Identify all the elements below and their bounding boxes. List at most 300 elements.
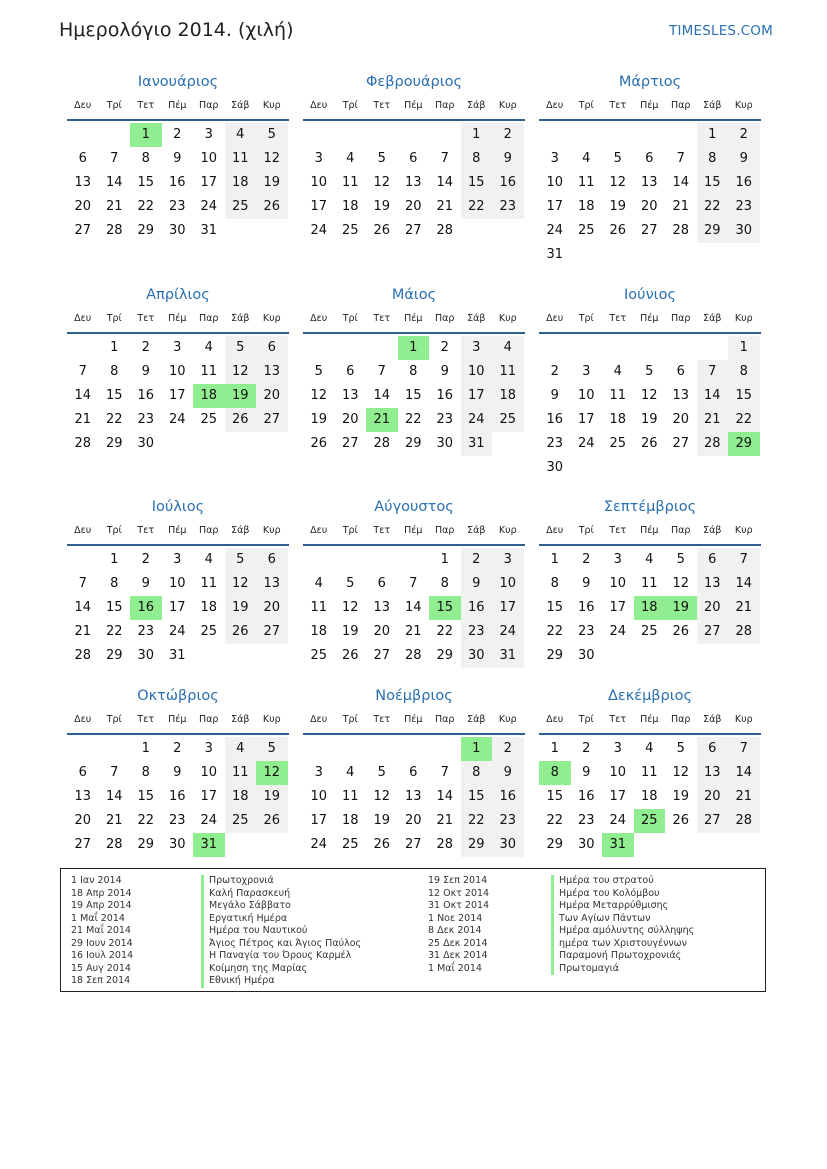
day-cell: 7 bbox=[697, 360, 729, 384]
weekday-label: Παρ bbox=[435, 99, 455, 111]
day-cell: 19 bbox=[373, 199, 391, 214]
day-cell: 20 bbox=[672, 412, 690, 427]
day-cell: 10 bbox=[310, 175, 328, 190]
day-cell: 28 bbox=[728, 620, 760, 644]
day-cell: 3 bbox=[204, 741, 213, 756]
day-cell: 23 bbox=[168, 199, 186, 214]
day-cell: 16 bbox=[168, 789, 186, 804]
day-cell: 7 bbox=[676, 151, 685, 166]
holiday-day-cell: 18 bbox=[634, 596, 666, 620]
day-cell: 6 bbox=[676, 364, 685, 379]
day-cell: 4 bbox=[645, 741, 654, 756]
day-empty bbox=[634, 456, 666, 480]
day-cell: 8 bbox=[440, 576, 449, 591]
week-row bbox=[67, 147, 289, 171]
week-row bbox=[539, 548, 761, 572]
day-cell: 17 bbox=[609, 600, 627, 615]
day-cell: 22 bbox=[461, 195, 493, 219]
weekday-label: Δευ bbox=[546, 524, 564, 536]
day-cell: 29 bbox=[404, 436, 422, 451]
week-row bbox=[303, 596, 525, 620]
day-cell: 28 bbox=[436, 223, 454, 238]
day-cell: 5 bbox=[314, 364, 323, 379]
weekday-label: Σάβ bbox=[467, 524, 486, 536]
holiday-day-cell: 25 bbox=[634, 809, 666, 833]
week-row bbox=[539, 432, 761, 456]
day-cell: 20 bbox=[74, 813, 92, 828]
holiday-day-cell: 1 bbox=[461, 737, 493, 761]
weekday-label: Παρ bbox=[671, 99, 691, 111]
day-cell: 19 bbox=[310, 412, 328, 427]
day-cell: 26 bbox=[310, 436, 328, 451]
legend-date: 31 Δεκ 2014 bbox=[428, 950, 488, 961]
day-empty bbox=[366, 123, 398, 147]
day-cell: 10 bbox=[609, 576, 627, 591]
day-cell: 21 bbox=[74, 412, 92, 427]
day-cell: 4 bbox=[225, 123, 257, 147]
day-cell: 5 bbox=[377, 765, 386, 780]
page-title: Ημερολόγιο 2014. (χιλή) bbox=[59, 19, 294, 41]
day-empty bbox=[539, 123, 571, 147]
legend-holiday-name: Παραμονή Πρωτοχρονιάς bbox=[551, 950, 694, 963]
day-cell: 13 bbox=[404, 175, 422, 190]
holiday-day-cell: 18 bbox=[193, 384, 225, 408]
day-cell: 2 bbox=[582, 552, 591, 567]
weekday-label: Δευ bbox=[546, 713, 564, 725]
day-cell: 2 bbox=[492, 737, 524, 761]
day-cell: 30 bbox=[137, 436, 155, 451]
day-cell: 6 bbox=[78, 151, 87, 166]
weekday-header bbox=[303, 95, 525, 115]
day-cell: 24 bbox=[200, 813, 218, 828]
week-row bbox=[539, 384, 761, 408]
weekday-label: Δευ bbox=[74, 524, 92, 536]
week-row bbox=[67, 384, 289, 408]
day-cell: 31 bbox=[492, 644, 524, 668]
month-block bbox=[539, 285, 761, 480]
month-block bbox=[539, 72, 761, 267]
week-row bbox=[539, 171, 761, 195]
day-cell: 2 bbox=[440, 340, 449, 355]
day-empty bbox=[728, 243, 760, 267]
day-cell: 6 bbox=[256, 548, 288, 572]
day-cell: 24 bbox=[310, 837, 328, 852]
day-cell: 8 bbox=[461, 147, 493, 171]
day-cell: 8 bbox=[141, 765, 150, 780]
week-row bbox=[67, 548, 289, 572]
week-row bbox=[303, 408, 525, 432]
day-cell: 17 bbox=[168, 600, 186, 615]
day-cell: 11 bbox=[609, 388, 627, 403]
day-cell: 28 bbox=[404, 648, 422, 663]
weekday-label: Τετ bbox=[373, 713, 391, 725]
header-divider bbox=[303, 332, 525, 334]
weekday-label: Πέμ bbox=[640, 312, 659, 324]
day-cell: 14 bbox=[436, 175, 454, 190]
weekday-label: Κυρ bbox=[498, 312, 517, 324]
week-row bbox=[539, 833, 761, 857]
day-cell: 8 bbox=[461, 761, 493, 785]
day-cell: 14 bbox=[105, 175, 123, 190]
day-empty bbox=[256, 432, 288, 456]
day-cell: 27 bbox=[697, 809, 729, 833]
week-row bbox=[67, 620, 289, 644]
day-cell: 13 bbox=[697, 572, 729, 596]
weekday-header bbox=[539, 308, 761, 328]
day-cell: 11 bbox=[225, 761, 257, 785]
day-cell: 1 bbox=[110, 552, 119, 567]
holiday-day-cell: 31 bbox=[602, 833, 634, 857]
day-cell: 30 bbox=[137, 648, 155, 663]
weekday-label: Σάβ bbox=[703, 312, 722, 324]
legend-date: 1 Μαΐ 2014 bbox=[71, 912, 125, 924]
day-cell: 30 bbox=[436, 436, 454, 451]
header-divider bbox=[67, 544, 289, 546]
legend-holiday-name: Καλή Παρασκευή bbox=[201, 888, 361, 901]
day-cell: 30 bbox=[168, 223, 186, 238]
day-cell: 19 bbox=[609, 199, 627, 214]
day-cell: 28 bbox=[74, 436, 92, 451]
day-empty bbox=[225, 432, 257, 456]
week-row bbox=[67, 644, 289, 668]
brand-link[interactable]: TIMESLES.COM bbox=[669, 23, 773, 39]
day-cell: 22 bbox=[137, 813, 155, 828]
header-divider bbox=[303, 119, 525, 121]
day-cell: 23 bbox=[577, 624, 595, 639]
day-cell: 27 bbox=[373, 648, 391, 663]
day-cell: 9 bbox=[550, 388, 559, 403]
weekday-label: Δευ bbox=[546, 99, 564, 111]
day-cell: 30 bbox=[168, 837, 186, 852]
day-cell: 16 bbox=[436, 388, 454, 403]
day-cell: 14 bbox=[404, 600, 422, 615]
day-cell: 25 bbox=[200, 624, 218, 639]
holiday-day-cell: 8 bbox=[539, 761, 571, 785]
weekday-label: Δευ bbox=[310, 312, 328, 324]
week-row bbox=[303, 809, 525, 833]
week-row bbox=[303, 123, 525, 147]
day-empty bbox=[193, 644, 225, 668]
day-cell: 4 bbox=[582, 151, 591, 166]
weekday-label: Κυρ bbox=[262, 312, 281, 324]
day-cell: 8 bbox=[550, 576, 559, 591]
week-row bbox=[67, 761, 289, 785]
day-cell: 2 bbox=[461, 548, 493, 572]
week-row bbox=[303, 171, 525, 195]
day-cell: 21 bbox=[728, 785, 760, 809]
weekday-label: Δευ bbox=[310, 713, 328, 725]
month-name: Νοέμβριος bbox=[375, 688, 453, 704]
weekday-label: Τρί bbox=[106, 312, 122, 324]
day-cell: 10 bbox=[168, 364, 186, 379]
day-empty bbox=[634, 644, 666, 668]
day-cell: 6 bbox=[645, 151, 654, 166]
day-cell: 10 bbox=[200, 765, 218, 780]
day-cell: 29 bbox=[436, 648, 454, 663]
day-cell: 15 bbox=[728, 384, 760, 408]
day-cell: 26 bbox=[373, 837, 391, 852]
day-cell: 15 bbox=[105, 388, 123, 403]
holiday-day-cell: 12 bbox=[256, 761, 288, 785]
weekday-label: Σάβ bbox=[231, 713, 250, 725]
weekday-label: Τετ bbox=[373, 312, 391, 324]
day-cell: 22 bbox=[546, 813, 564, 828]
header-divider bbox=[67, 119, 289, 121]
weekday-label: Πέμ bbox=[168, 524, 187, 536]
week-row bbox=[303, 620, 525, 644]
day-cell: 8 bbox=[141, 151, 150, 166]
day-cell: 17 bbox=[609, 789, 627, 804]
day-cell: 3 bbox=[613, 741, 622, 756]
day-cell: 26 bbox=[225, 620, 257, 644]
day-cell: 19 bbox=[640, 412, 658, 427]
legend-left-names bbox=[201, 875, 361, 988]
day-cell: 5 bbox=[613, 151, 622, 166]
legend-holiday-name: Ημέρα Μεταρρύθμισης bbox=[551, 900, 694, 913]
header-divider bbox=[539, 332, 761, 334]
weekday-label: Δευ bbox=[310, 99, 328, 111]
weekday-label: Κυρ bbox=[262, 713, 281, 725]
week-row bbox=[539, 195, 761, 219]
weekday-label: Τετ bbox=[137, 312, 155, 324]
legend-holiday-name: Ημέρα του Ναυτικού bbox=[201, 925, 361, 938]
day-empty bbox=[571, 336, 603, 360]
weekday-header bbox=[67, 308, 289, 328]
day-cell: 9 bbox=[461, 572, 493, 596]
day-cell: 23 bbox=[137, 624, 155, 639]
week-row bbox=[539, 737, 761, 761]
day-cell: 14 bbox=[728, 761, 760, 785]
day-cell: 22 bbox=[461, 809, 493, 833]
weekday-label: Τετ bbox=[609, 99, 627, 111]
day-cell: 15 bbox=[137, 175, 155, 190]
month-name: Μάιος bbox=[391, 287, 437, 303]
day-cell: 20 bbox=[74, 199, 92, 214]
week-row bbox=[67, 596, 289, 620]
day-cell: 6 bbox=[377, 576, 386, 591]
day-cell: 12 bbox=[609, 175, 627, 190]
day-cell: 12 bbox=[225, 360, 257, 384]
day-cell: 15 bbox=[404, 388, 422, 403]
day-cell: 26 bbox=[341, 648, 359, 663]
day-empty bbox=[225, 833, 257, 857]
day-empty bbox=[665, 336, 697, 360]
weekday-label: Τρί bbox=[106, 713, 122, 725]
day-cell: 22 bbox=[137, 199, 155, 214]
day-cell: 21 bbox=[672, 199, 690, 214]
day-cell: 10 bbox=[546, 175, 564, 190]
day-cell: 2 bbox=[173, 741, 182, 756]
week-row bbox=[67, 737, 289, 761]
day-cell: 29 bbox=[546, 648, 564, 663]
legend-holiday-name: Ημέρα του Κολόμβου bbox=[551, 888, 694, 901]
day-empty bbox=[366, 336, 398, 360]
day-cell: 10 bbox=[492, 572, 524, 596]
day-empty bbox=[602, 456, 634, 480]
day-cell: 5 bbox=[225, 336, 257, 360]
weekday-label: Σάβ bbox=[467, 99, 486, 111]
week-row bbox=[539, 408, 761, 432]
day-cell: 20 bbox=[404, 199, 422, 214]
day-cell: 29 bbox=[137, 223, 155, 238]
day-cell: 28 bbox=[74, 648, 92, 663]
legend-date: 31 Οκτ 2014 bbox=[428, 900, 490, 911]
day-cell: 10 bbox=[168, 576, 186, 591]
day-empty bbox=[602, 123, 634, 147]
day-cell: 9 bbox=[492, 761, 524, 785]
day-cell: 12 bbox=[310, 388, 328, 403]
day-cell: 27 bbox=[341, 436, 359, 451]
day-cell: 17 bbox=[310, 199, 328, 214]
month-name: Ιανουάριος bbox=[137, 74, 219, 90]
week-row bbox=[67, 219, 289, 243]
weekday-label: Κυρ bbox=[498, 713, 517, 725]
week-row bbox=[303, 833, 525, 857]
day-cell: 19 bbox=[256, 171, 288, 195]
weekday-label: Πέμ bbox=[640, 524, 659, 536]
day-cell: 6 bbox=[256, 336, 288, 360]
day-cell: 1 bbox=[550, 552, 559, 567]
weekday-label: Τετ bbox=[609, 713, 627, 725]
day-cell: 18 bbox=[640, 789, 658, 804]
day-cell: 22 bbox=[728, 408, 760, 432]
day-cell: 29 bbox=[546, 837, 564, 852]
weekday-label: Κυρ bbox=[734, 312, 753, 324]
day-empty bbox=[256, 644, 288, 668]
day-cell: 27 bbox=[697, 620, 729, 644]
week-row bbox=[67, 408, 289, 432]
day-empty bbox=[697, 336, 729, 360]
day-cell: 1 bbox=[141, 741, 150, 756]
day-cell: 18 bbox=[609, 412, 627, 427]
weekday-label: Κυρ bbox=[262, 524, 281, 536]
day-empty bbox=[366, 548, 398, 572]
week-row bbox=[539, 620, 761, 644]
day-cell: 18 bbox=[225, 785, 257, 809]
day-cell: 16 bbox=[137, 388, 155, 403]
weekday-label: Δευ bbox=[74, 713, 92, 725]
week-row bbox=[67, 171, 289, 195]
month-block bbox=[67, 686, 289, 857]
legend-date: 21 Μαΐ 2014 bbox=[71, 925, 131, 936]
day-cell: 26 bbox=[672, 624, 690, 639]
day-empty bbox=[303, 737, 335, 761]
day-empty bbox=[225, 219, 257, 243]
day-cell: 13 bbox=[74, 789, 92, 804]
weekday-label: Τρί bbox=[342, 99, 358, 111]
day-cell: 20 bbox=[373, 624, 391, 639]
weekday-label: Κυρ bbox=[262, 99, 281, 111]
day-cell: 11 bbox=[225, 147, 257, 171]
day-cell: 15 bbox=[697, 171, 729, 195]
weekday-label: Πέμ bbox=[404, 713, 423, 725]
day-cell: 6 bbox=[697, 548, 729, 572]
day-cell: 4 bbox=[314, 576, 323, 591]
day-cell: 12 bbox=[373, 789, 391, 804]
day-cell: 5 bbox=[377, 151, 386, 166]
day-empty bbox=[99, 737, 131, 761]
weekday-label: Παρ bbox=[671, 312, 691, 324]
day-cell: 3 bbox=[550, 151, 559, 166]
header-divider bbox=[303, 544, 525, 546]
weekday-label: Τετ bbox=[609, 524, 627, 536]
day-cell: 25 bbox=[640, 624, 658, 639]
day-empty bbox=[571, 456, 603, 480]
week-row bbox=[539, 336, 761, 360]
day-cell: 13 bbox=[404, 789, 422, 804]
day-cell: 21 bbox=[697, 408, 729, 432]
day-cell: 27 bbox=[256, 620, 288, 644]
day-cell: 12 bbox=[373, 175, 391, 190]
day-cell: 22 bbox=[436, 624, 454, 639]
day-empty bbox=[728, 456, 760, 480]
week-row bbox=[539, 219, 761, 243]
header-divider bbox=[539, 544, 761, 546]
weekday-header bbox=[539, 709, 761, 729]
day-empty bbox=[539, 336, 571, 360]
month-name: Οκτώβριος bbox=[137, 688, 219, 704]
weekday-label: Παρ bbox=[435, 524, 455, 536]
day-cell: 21 bbox=[436, 199, 454, 214]
day-cell: 12 bbox=[256, 147, 288, 171]
day-cell: 20 bbox=[256, 384, 288, 408]
day-empty bbox=[429, 737, 461, 761]
day-cell: 9 bbox=[173, 765, 182, 780]
weekday-label: Τρί bbox=[106, 99, 122, 111]
day-cell: 27 bbox=[640, 223, 658, 238]
legend-right-dates bbox=[428, 875, 489, 975]
day-cell: 9 bbox=[582, 576, 591, 591]
day-cell: 30 bbox=[492, 833, 524, 857]
day-cell: 18 bbox=[341, 813, 359, 828]
weekday-label: Κυρ bbox=[734, 524, 753, 536]
day-cell: 13 bbox=[256, 360, 288, 384]
day-cell: 9 bbox=[173, 151, 182, 166]
weekday-label: Τρί bbox=[578, 713, 594, 725]
weekday-label: Τετ bbox=[137, 524, 155, 536]
day-cell: 9 bbox=[728, 147, 760, 171]
day-cell: 16 bbox=[168, 175, 186, 190]
day-cell: 6 bbox=[697, 737, 729, 761]
day-cell: 15 bbox=[546, 600, 564, 615]
day-empty bbox=[492, 432, 524, 456]
day-cell: 21 bbox=[105, 813, 123, 828]
day-empty bbox=[728, 833, 760, 857]
weekday-label: Τετ bbox=[373, 99, 391, 111]
day-cell: 4 bbox=[613, 364, 622, 379]
week-row bbox=[303, 219, 525, 243]
week-row bbox=[539, 644, 761, 668]
day-cell: 24 bbox=[577, 436, 595, 451]
day-cell: 7 bbox=[440, 151, 449, 166]
month-name: Ιούνιος bbox=[624, 287, 676, 303]
legend-holiday-name: Η Παναγία του Όρους Καρμέλ bbox=[201, 950, 361, 963]
weekday-header bbox=[67, 709, 289, 729]
day-cell: 26 bbox=[225, 408, 257, 432]
day-cell: 13 bbox=[74, 175, 92, 190]
day-cell: 16 bbox=[492, 171, 524, 195]
day-empty bbox=[602, 644, 634, 668]
legend-date: 19 Σεπ 2014 bbox=[428, 875, 488, 886]
legend-holiday-name: Πρωτοχρονιά bbox=[201, 875, 361, 888]
day-cell: 25 bbox=[310, 648, 328, 663]
day-cell: 17 bbox=[200, 175, 218, 190]
day-empty bbox=[665, 833, 697, 857]
week-row bbox=[67, 195, 289, 219]
day-empty bbox=[398, 737, 430, 761]
weekday-label: Τετ bbox=[137, 99, 155, 111]
day-cell: 11 bbox=[640, 765, 658, 780]
